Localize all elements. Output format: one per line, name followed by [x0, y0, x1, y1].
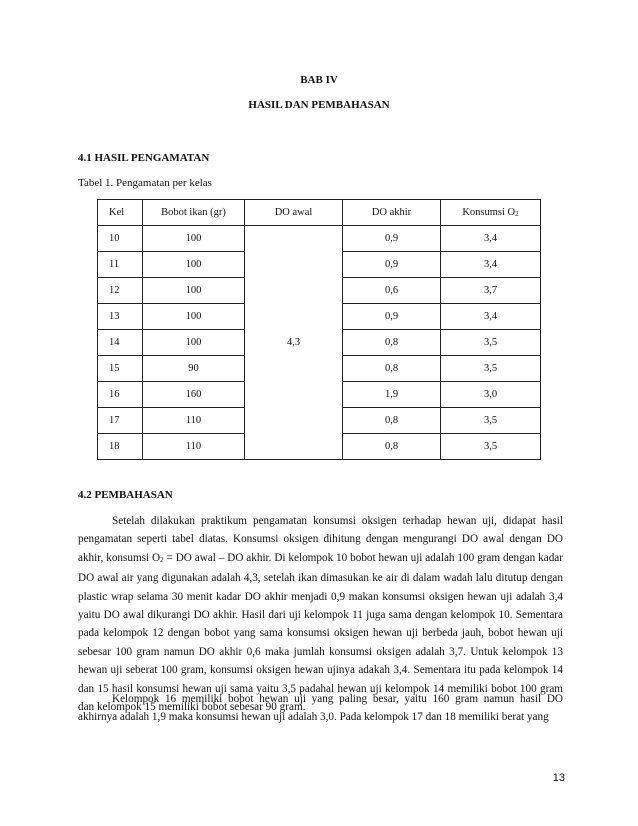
- cell-do-akhir: 0,9: [343, 252, 441, 278]
- cell-konsumsi: 3,4: [441, 252, 541, 278]
- cell-konsumsi: 3,0: [441, 382, 541, 408]
- chapter-title: HASIL DAN PEMBAHASAN: [248, 99, 390, 111]
- header-kel: Kel: [98, 200, 143, 226]
- table-header-row: [98, 200, 541, 226]
- cell-bobot: 100: [143, 278, 245, 304]
- cell-konsumsi: 3,5: [441, 356, 541, 382]
- cell-do-akhir: 0,8: [343, 408, 441, 434]
- cell-konsumsi: 3,7: [441, 278, 541, 304]
- para1-part-a: Setelah dilakukan praktikum pengamatan konsumsi oksigen terhadap hewan uji, didapat hasil pengamatan seperti tabel diatas. Konsumsi oksigen dihitung dengan mengurangi DO awal dengan DO akhir, konsumsi O: [78, 515, 563, 564]
- para2-text: Kelompok 16 memiliki bobot hewan uji yang paling besar, yaitu 160 gram namun hasil DO akhirnya adalah 1,9 maka konsumsi hewan uji adalah 3,0. Pada kelompok 17 dan 18 memiliki berat yang: [78, 693, 563, 724]
- cell-kel: 13: [98, 304, 143, 330]
- header-do-awal: DO awal: [245, 200, 343, 226]
- cell-bobot: 100: [143, 330, 245, 356]
- cell-kel: 12: [98, 278, 143, 304]
- cell-bobot: 100: [143, 252, 245, 278]
- para1-subscript: 2: [160, 555, 164, 564]
- cell-bobot: 110: [143, 408, 245, 434]
- table-row: [98, 226, 541, 252]
- cell-kel: 10: [98, 226, 143, 252]
- cell-kel: 16: [98, 382, 143, 408]
- cell-bobot: 90: [143, 356, 245, 382]
- cell-bobot: 100: [143, 226, 245, 252]
- discussion-paragraph-1: [78, 512, 563, 716]
- header-konsumsi: [441, 200, 541, 226]
- cell-do-akhir: 0,6: [343, 278, 441, 304]
- observation-table: [97, 199, 541, 460]
- cell-bobot: 110: [143, 434, 245, 460]
- cell-do-akhir: 0,8: [343, 330, 441, 356]
- cell-konsumsi: 3,5: [441, 434, 541, 460]
- header-bobot: Bobot ikan (gr): [143, 200, 245, 226]
- header-konsumsi-sub: 2: [515, 210, 519, 218]
- cell-do-akhir: 1,9: [343, 382, 441, 408]
- para1-part-b: = DO awal – DO akhir. Di kelompok 10 bobot hewan uji adalah 100 gram dengan kadar DO awal air yang digunakan adalah 4,3, setelah ikan dimasukan ke air di dalam wadah lalu ditutup dengan plastic wrap selama 30 menit kadar DO akhir menjadi 0,9 makan konsumsi oksigen hewan uji adalah 3,4 yaitu DO awal dikurangi DO akhir. Hasil dari uji kelompok 11 juga sama dengan kelompok 10. Sementara pada kelompok 12 dengan bobot yang sama konsumsi oksigen hewan uji berbeda jauh, bobot hewan uji sebesar 100 gram namun DO akhir 0,6 maka jumlah konsumsi oksigen adalah 3,7. Untuk kelompok 13 hewan uji seberat 100 gram, konsumsi oksigen hewan ujinya adakah 3,4. Sementara itu pada kelompok 14 dan 15 hasil konsumsi hewan uji sama yaitu 3,5 padahal hewan uji kelompok 14 memiliki bobot 100 gram dan kelompok 15 memiliki bobot sebesar 90 gram.: [78, 551, 563, 714]
- cell-konsumsi: 3,5: [441, 408, 541, 434]
- cell-do-akhir: 0,9: [343, 304, 441, 330]
- discussion-paragraph-2: [78, 690, 563, 727]
- cell-konsumsi: 3,4: [441, 226, 541, 252]
- cell-konsumsi: 3,5: [441, 330, 541, 356]
- chapter-number: BAB IV: [300, 74, 338, 86]
- cell-kel: 11: [98, 252, 143, 278]
- cell-do-akhir: 0,8: [343, 434, 441, 460]
- cell-do-akhir: 0,8: [343, 356, 441, 382]
- cell-bobot: 160: [143, 382, 245, 408]
- page-number: 13: [552, 772, 565, 784]
- section-heading-hasil: 4.1 HASIL PENGAMATAN: [78, 152, 210, 164]
- cell-kel: 14: [98, 330, 143, 356]
- cell-kel: 15: [98, 356, 143, 382]
- section-heading-pembahasan: 4.2 PEMBAHASAN: [78, 489, 173, 501]
- cell-do-akhir: 0,9: [343, 226, 441, 252]
- cell-konsumsi: 3,4: [441, 304, 541, 330]
- cell-kel: 18: [98, 434, 143, 460]
- cell-bobot: 100: [143, 304, 245, 330]
- header-konsumsi-text: Konsumsi O: [462, 207, 516, 218]
- cell-do-awal: 4,3: [245, 226, 343, 460]
- table-caption: Tabel 1. Pengamatan per kelas: [78, 177, 212, 189]
- cell-kel: 17: [98, 408, 143, 434]
- header-do-akhir: DO akhir: [343, 200, 441, 226]
